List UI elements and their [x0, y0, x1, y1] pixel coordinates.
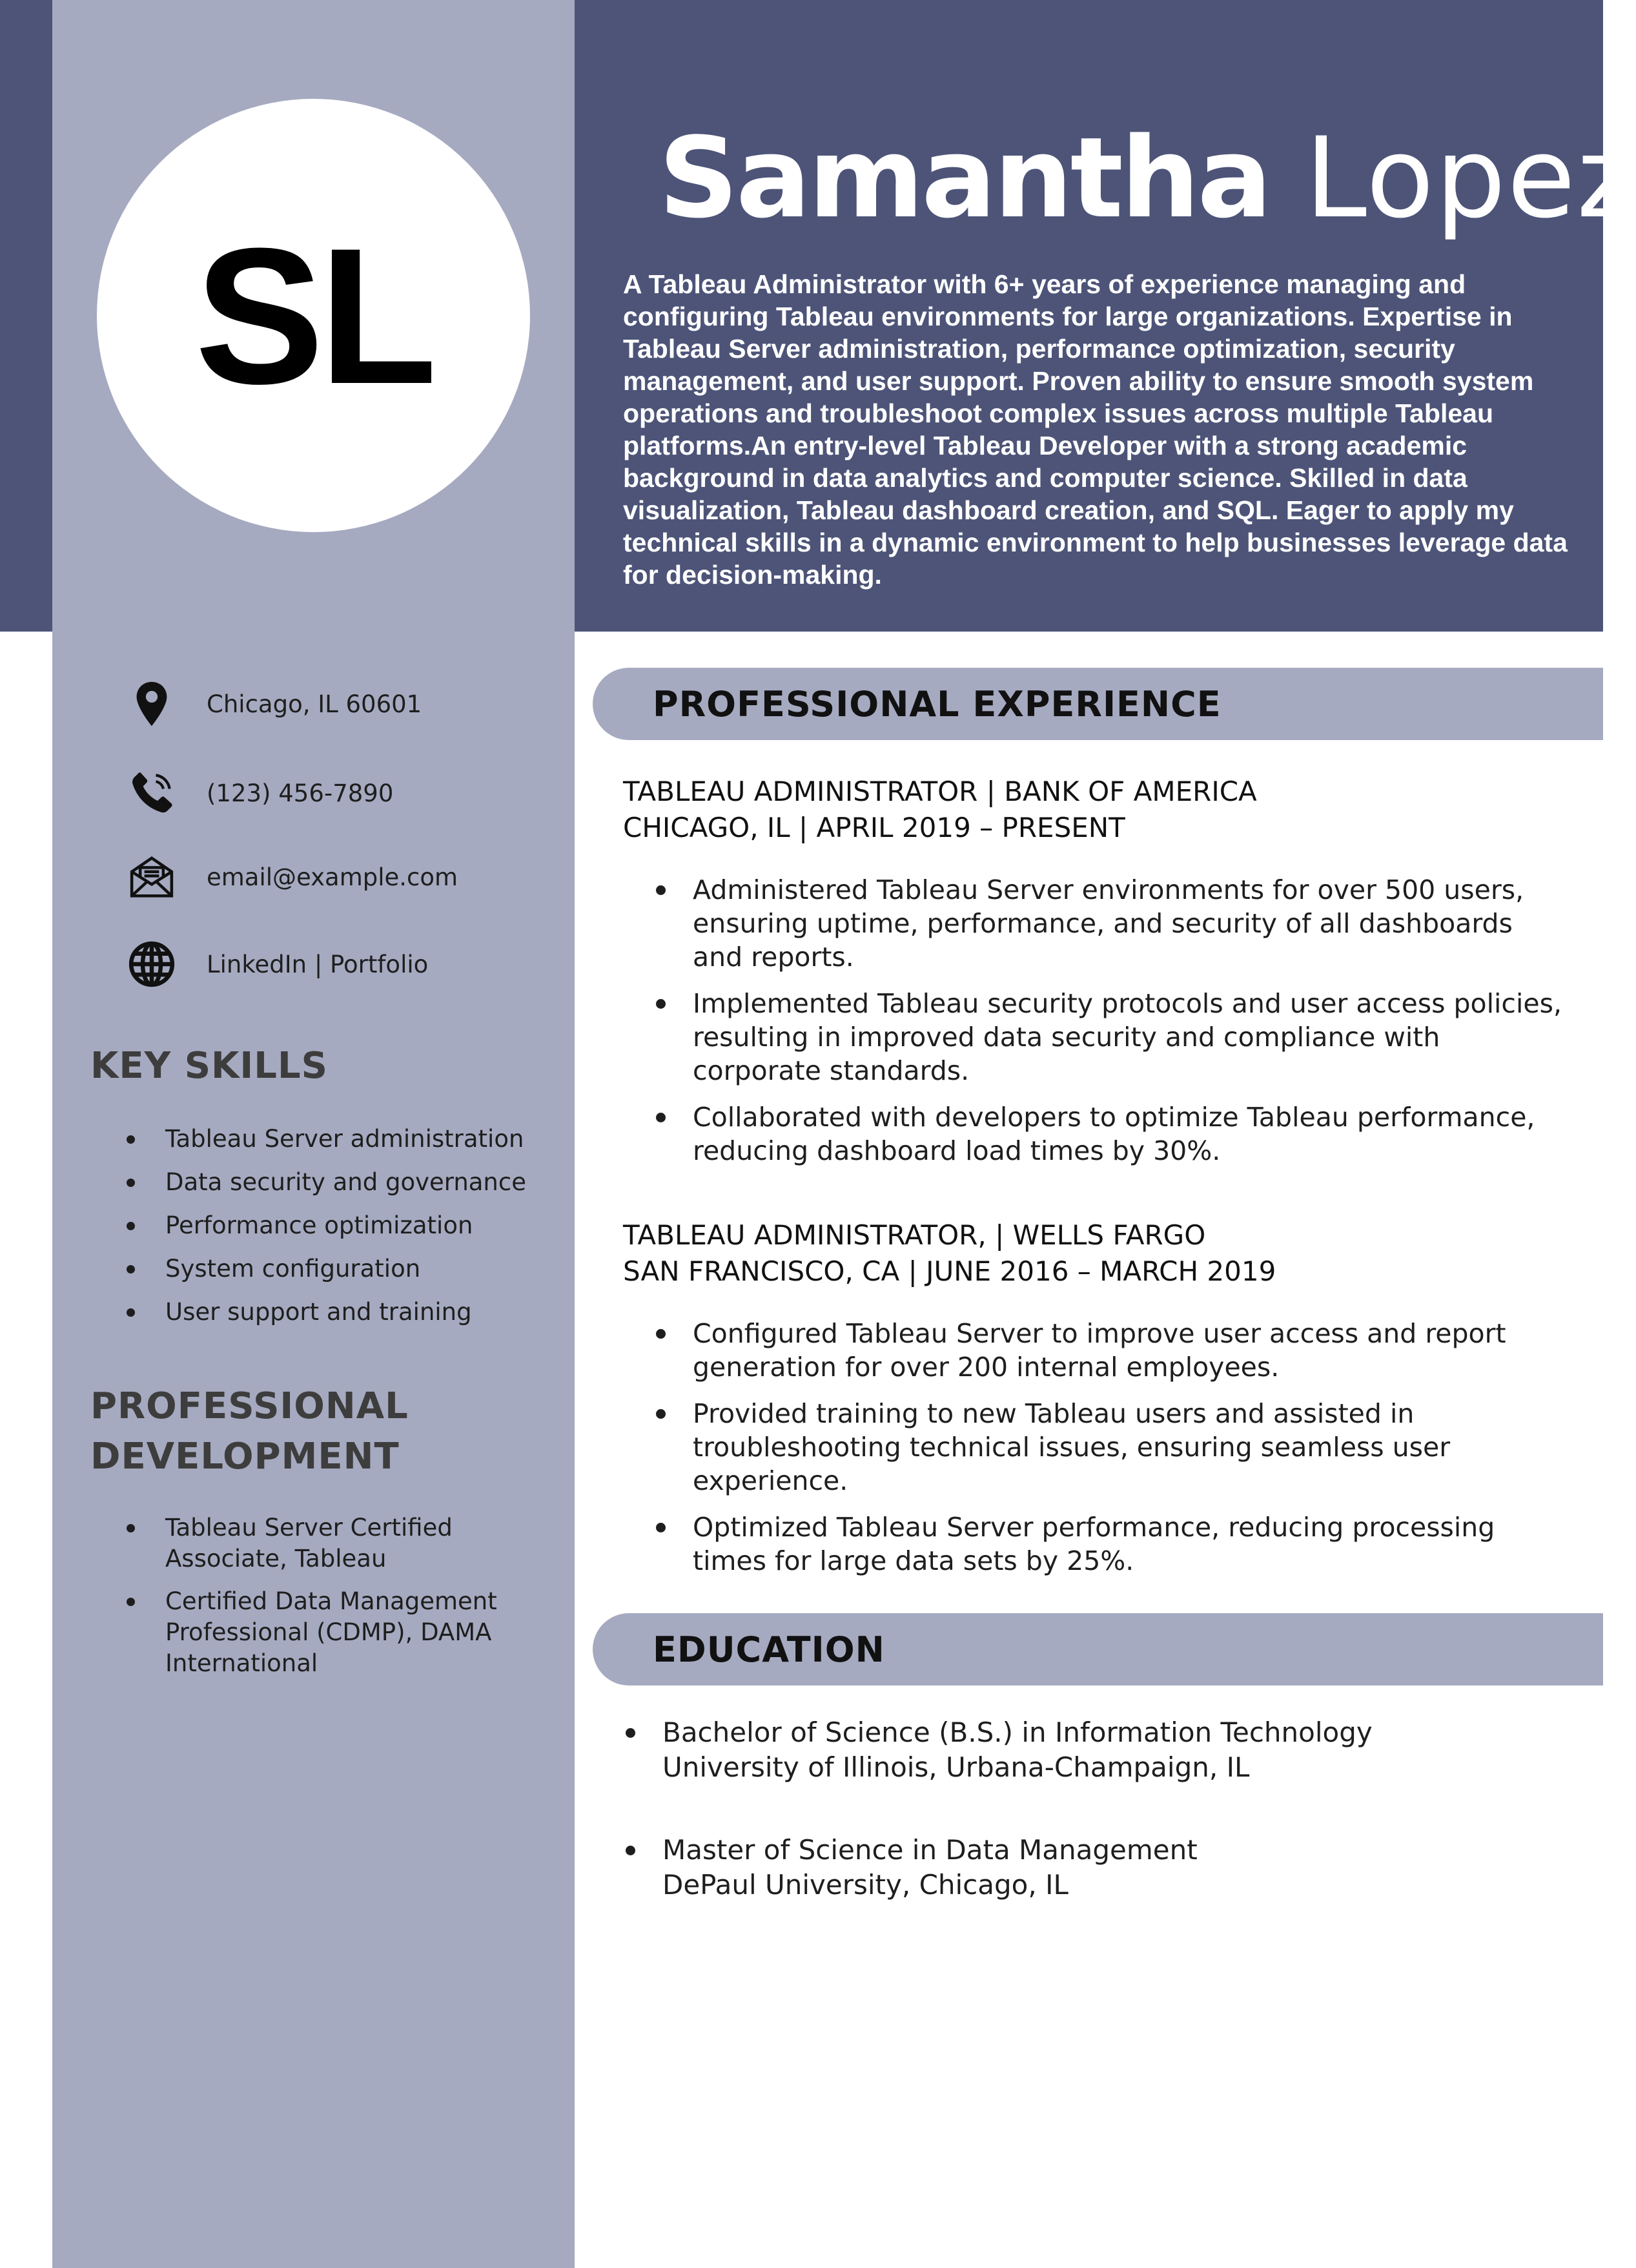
job-bullet: Implemented Tableau security protocols and user access policies, resulting in improved data security and compliance with corporate standards.	[623, 987, 1566, 1088]
education-degree: Bachelor of Science (B.S.) in Information Technology	[662, 1716, 1373, 1748]
job-location-dates: SAN FRANCISCO, CA | JUNE 2016 – MARCH 2019	[623, 1255, 1276, 1287]
job-bullet: Provided training to new Tableau users and assisted in troubleshooting technical issues, ensuring seamless user experience.	[623, 1397, 1566, 1498]
last-name: Lopez	[1305, 113, 1636, 243]
job-location-dates: CHICAGO, IL | APRIL 2019 – PRESENT	[623, 812, 1125, 843]
key-skills-list	[90, 1124, 542, 1328]
education-item	[623, 1715, 1605, 1785]
job-bullet: Administered Tableau Server environments for over 500 users, ensuring uptime, performance, and security of all dashboards and reports.	[623, 873, 1566, 974]
education-heading: EDUCATION	[653, 1629, 885, 1670]
globe-icon	[123, 935, 181, 993]
contact-email-text: email@example.com	[207, 863, 458, 891]
contact-location-text: Chicago, IL 60601	[207, 690, 422, 718]
first-name: Samantha	[659, 113, 1270, 243]
education-section-bar	[593, 1613, 1603, 1686]
contact-phone[interactable]	[123, 764, 393, 822]
skill-item: User support and training	[90, 1297, 542, 1328]
contact-web-text: LinkedIn | Portfolio	[207, 950, 429, 978]
professional-development-heading-line2: DEVELOPMENT	[90, 1436, 400, 1478]
monogram-initials: SL	[194, 207, 433, 424]
skill-item: Data security and governance	[90, 1167, 542, 1198]
professional-experience-heading: PROFESSIONAL EXPERIENCE	[653, 683, 1222, 725]
job-title: TABLEAU ADMINISTRATOR, | WELLS FARGO	[623, 1219, 1206, 1251]
contact-phone-text: (123) 456-7890	[207, 779, 394, 807]
contact-location	[123, 675, 422, 733]
professional-development-list	[90, 1512, 542, 1679]
email-icon	[123, 848, 181, 906]
professional-development-heading	[90, 1381, 542, 1482]
skill-item: System configuration	[90, 1253, 542, 1284]
contact-web[interactable]	[123, 935, 428, 993]
job-bullets	[623, 1317, 1566, 1591]
job-title: TABLEAU ADMINISTRATOR | BANK OF AMERICA	[623, 776, 1257, 807]
education-item	[623, 1833, 1605, 1902]
job-bullets	[623, 873, 1566, 1180]
education-degree: Master of Science in Data Management	[662, 1834, 1198, 1866]
profile-summary: A Tableau Administrator with 6+ years of experience managing and configuring Tableau environments for large organizations. Expertise in Tableau Server administration, performance optimization, security management, and user support. Proven ability to ensure smooth system operations and troubleshoot complex issues across multiple Tableau platforms.An entry-level Tableau Developer with a strong academic background in data analytics and computer science. Skilled in data visualization, Tableau dashboard creation, and SQL. Eager to apply my technical skills in a dynamic environment to help businesses leverage data for decision-making.	[623, 269, 1568, 590]
professional-experience-section-bar	[593, 668, 1603, 740]
key-skills-heading: KEY SKILLS	[90, 1045, 328, 1087]
job-bullet: Collaborated with developers to optimize Tableau performance, reducing dashboard load times by 30%.	[623, 1100, 1566, 1168]
skill-item: Tableau Server administration	[90, 1124, 542, 1155]
phone-icon	[123, 764, 181, 822]
education-school: DePaul University, Chicago, IL	[662, 1869, 1069, 1901]
job-bullet: Optimized Tableau Server performance, reducing processing times for large data sets by 25%.	[623, 1510, 1566, 1578]
skill-item: Performance optimization	[90, 1210, 542, 1241]
certification-item: Certified Data Management Professional (CDMP), DAMA International	[90, 1586, 542, 1679]
certification-item: Tableau Server Certified Associate, Tableau	[90, 1512, 542, 1574]
contact-email[interactable]	[123, 848, 458, 906]
monogram-avatar	[97, 99, 530, 532]
education-school: University of Illinois, Urbana-Champaign, IL	[662, 1751, 1250, 1783]
professional-development-heading-line1: PROFESSIONAL	[90, 1385, 409, 1427]
job-bullet: Configured Tableau Server to improve user access and report generation for over 200 internal employees.	[623, 1317, 1566, 1384]
location-pin-icon	[123, 675, 181, 733]
candidate-name	[659, 113, 1636, 243]
